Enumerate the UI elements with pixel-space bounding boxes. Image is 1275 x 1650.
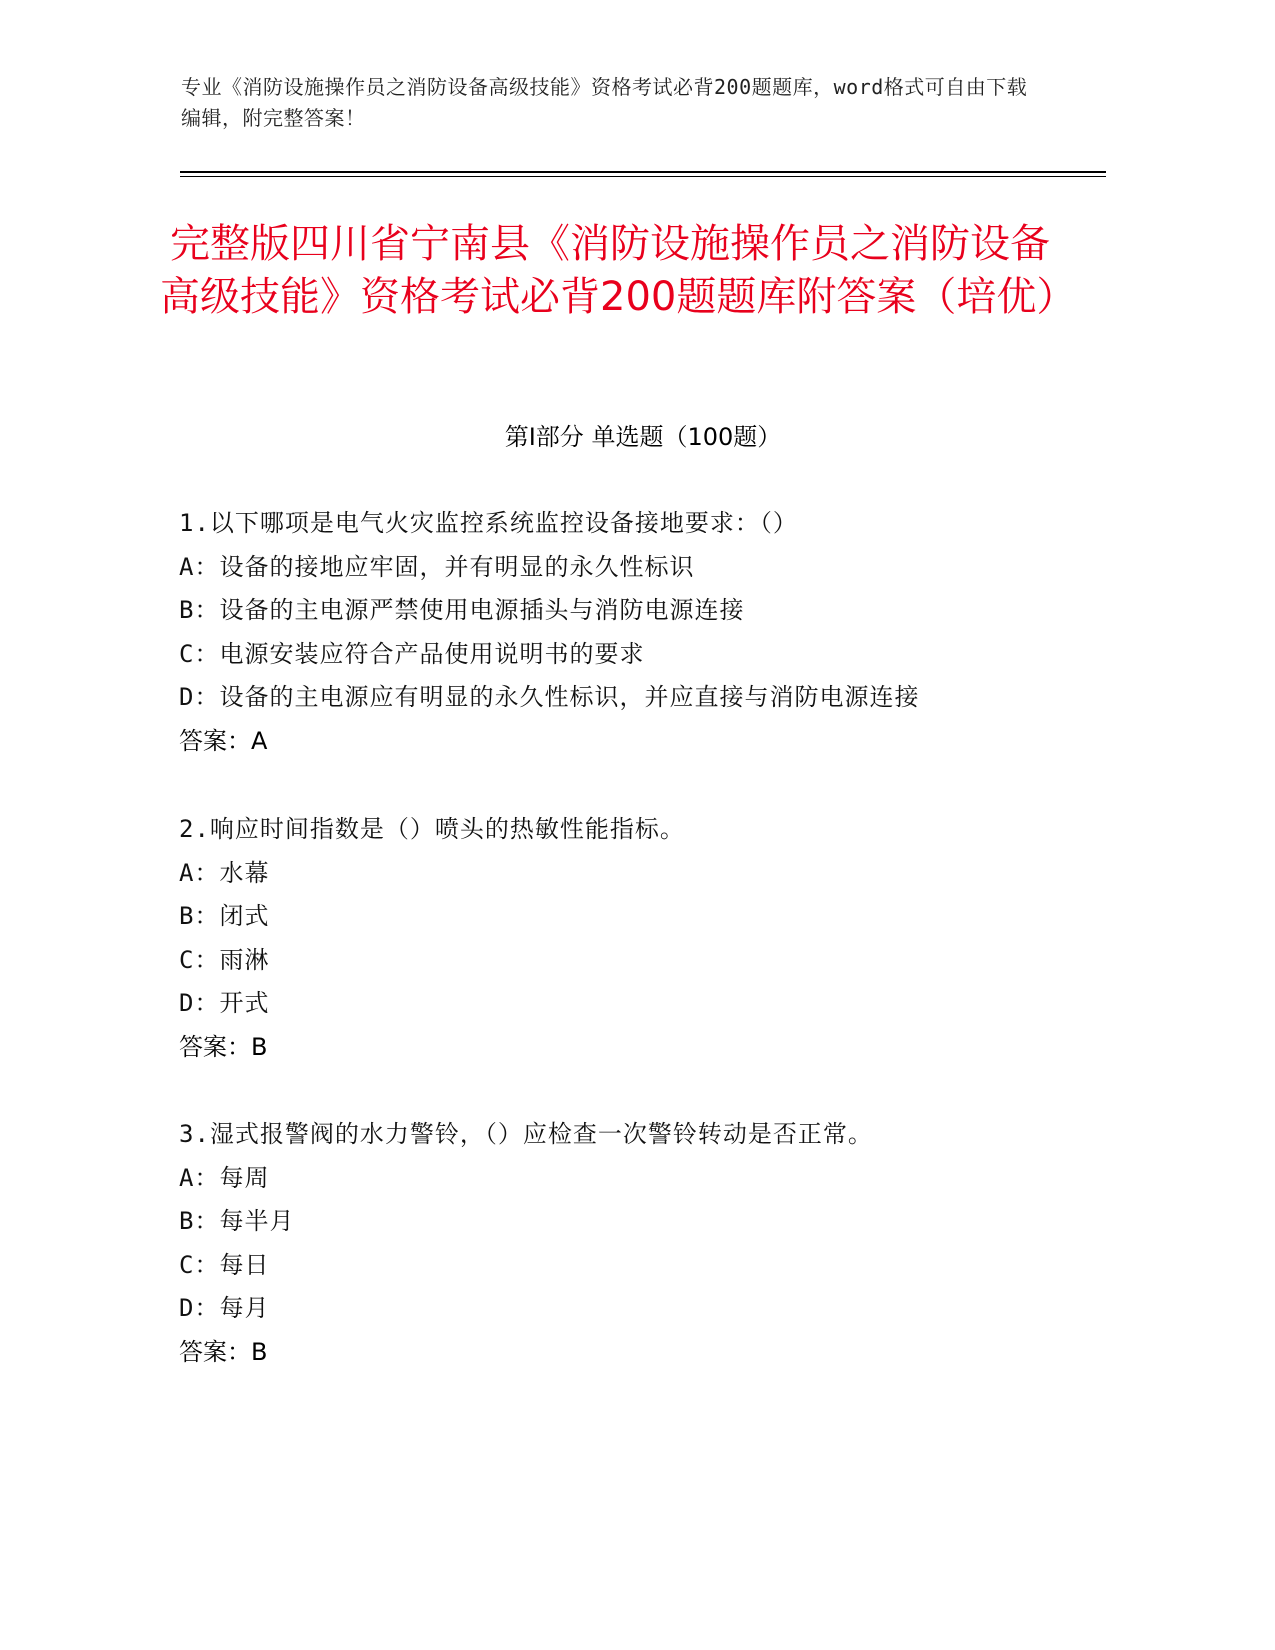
question-stem: 2.响应时间指数是（）喷头的热敏性能指标。 (179, 815, 685, 843)
option-a: A：每周 (179, 1163, 270, 1192)
question-2 (179, 808, 1079, 1070)
answer-label: 答案：B (179, 1337, 268, 1366)
option-c: C：雨淋 (179, 945, 270, 974)
header-divider-thin (180, 176, 1106, 177)
document-title: 完整版四川省宁南县《消防设施操作员之消防设备高级技能》资格考试必背200题题库附答案（培优） (160, 221, 1077, 320)
option-d: D：每月 (179, 1294, 270, 1323)
option-d: D：设备的主电源应有明显的永久性标识，并应直接与消防电源连接 (179, 683, 920, 712)
answer-label: 答案：B (179, 1032, 268, 1061)
option-a: A：设备的接地应牢固，并有明显的永久性标识 (179, 552, 695, 581)
question-3 (179, 1113, 1079, 1375)
question-stem: 1.以下哪项是电气火灾监控系统监控设备接地要求：（） (179, 509, 798, 537)
section-title: 第Ⅰ部分 单选题（100题） (504, 423, 782, 451)
option-c: C：每日 (179, 1250, 270, 1279)
question-1 (179, 502, 1079, 764)
option-b: B：每半月 (179, 1207, 295, 1236)
option-b: B：设备的主电源严禁使用电源插头与消防电源连接 (179, 596, 745, 625)
option-b: B：闭式 (179, 902, 270, 931)
question-stem: 3.湿式报警阀的水力警铃，（）应检查一次警铃转动是否正常。 (179, 1120, 873, 1148)
header-divider-thick (180, 171, 1106, 173)
option-d: D：开式 (179, 989, 270, 1018)
header-note: 专业《消防设施操作员之消防设备高级技能》资格考试必背200题题库，word格式可自由下载编辑，附完整答案！ (181, 75, 1028, 130)
option-a: A：水幕 (179, 858, 270, 887)
answer-label: 答案：A (179, 726, 268, 755)
option-c: C：电源安装应符合产品使用说明书的要求 (179, 639, 645, 668)
